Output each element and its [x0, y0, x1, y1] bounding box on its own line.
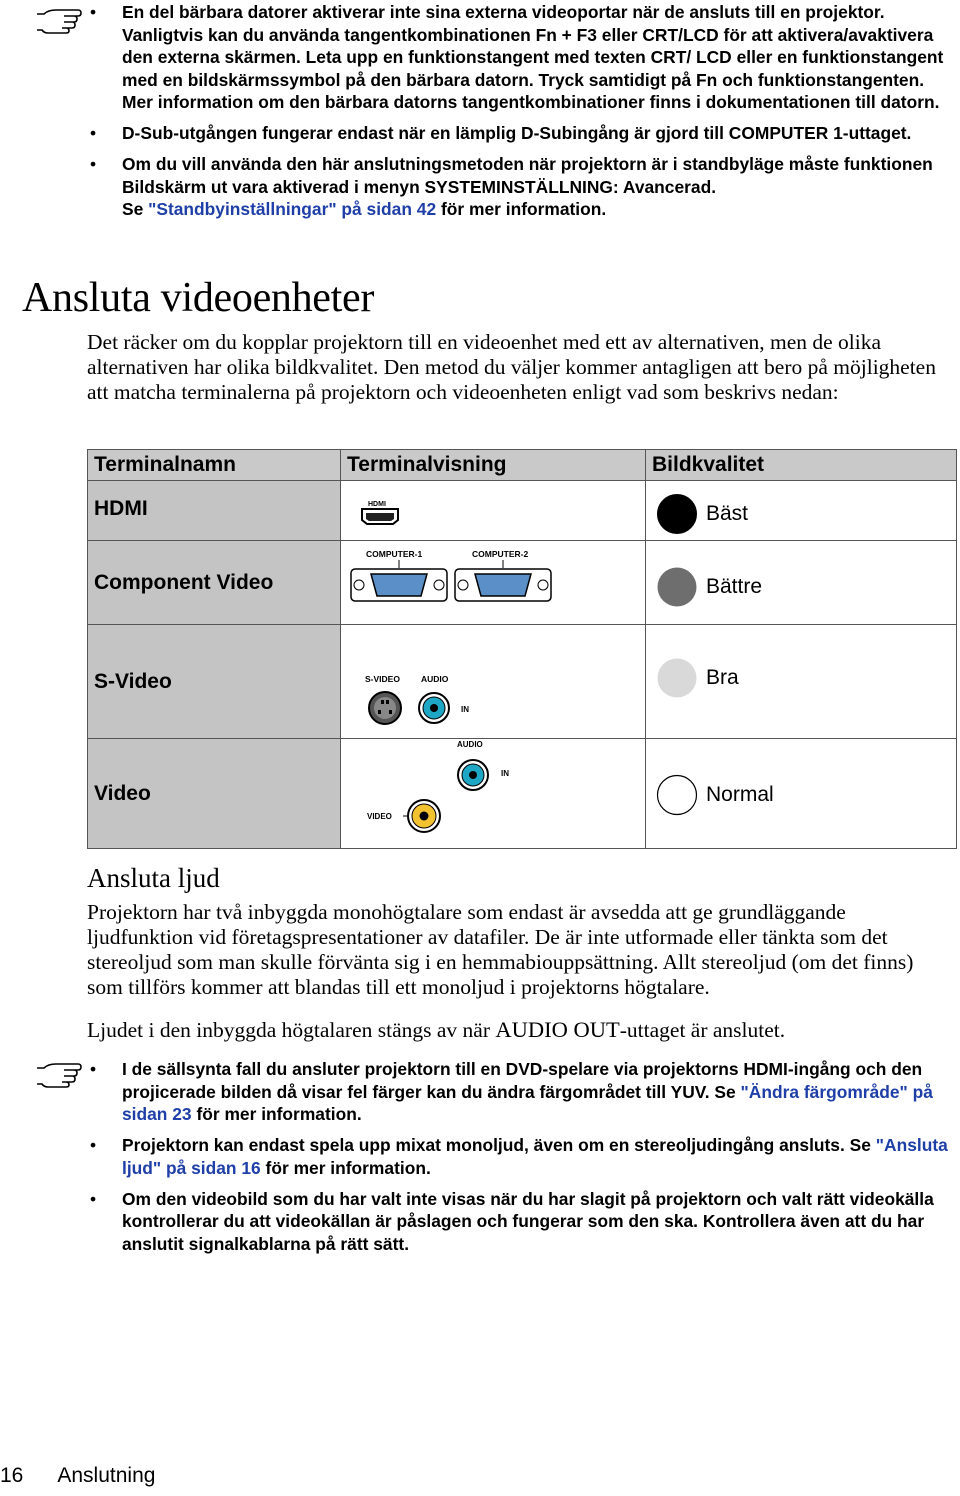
bottom-notes-list — [90, 1058, 954, 1264]
quality-cell — [646, 625, 957, 739]
terminal-name: HDMI — [88, 481, 341, 541]
terminal-view — [341, 625, 646, 739]
col-header: Terminalnamn — [88, 450, 341, 481]
page-footer — [0, 1464, 155, 1488]
audio-out-paragraph — [87, 1017, 952, 1043]
in-label: IN — [501, 768, 509, 778]
computer-1-label: COMPUTER-1 — [366, 548, 423, 559]
table-row — [88, 541, 957, 625]
note-see: Se — [122, 199, 149, 219]
sub-heading: Ansluta ljud — [87, 863, 220, 893]
note-hand-icon — [34, 6, 84, 36]
computer-ports-icon — [341, 542, 639, 624]
table-row — [88, 739, 957, 849]
computer-2-label: COMPUTER-2 — [472, 548, 529, 559]
hdmi-port-icon — [341, 482, 639, 540]
terminal-view — [341, 739, 646, 849]
note-item: • En del bärbara datorer aktiverar inte sina externa videoportar när de ansluts till en projektor. Vanligtvis kan du använda tangentkombinationen Fn + F3 eller CRT/LCD för att aktivera/avaktivera den externa skärmen. Leta upp en funktionstangent med texten CRT/ LCD eller en funktionstangent med en bildskärmssymbol på den bärbara datorn. Tryck samtidigt på Fn och funktionstangenten. Mer information om den bärbara datorns tangentkombinationer finns i dokumentationen till datorn. — [90, 1, 954, 114]
standby-settings-link[interactable]: "Standbyinställningar" på sidan 42 — [148, 199, 437, 219]
page-number: 16 — [0, 1464, 24, 1487]
terminal-name: S-Video — [88, 625, 341, 739]
quality-better-icon — [656, 566, 698, 608]
top-notes-list — [90, 1, 954, 229]
in-label: IN — [461, 704, 469, 714]
quality-cell — [646, 481, 957, 541]
terminal-table — [87, 449, 957, 849]
hdmi-label: HDMI — [368, 500, 386, 508]
audio-out-term: AUDIO OUT — [495, 1017, 620, 1042]
note-item — [90, 1058, 954, 1126]
quality-label: Bäst — [706, 501, 749, 525]
quality-label: Bättre — [706, 574, 763, 598]
video-audio-ports-icon — [341, 740, 639, 848]
col-header: Bildkvalitet — [646, 450, 957, 481]
intro-paragraph: Det räcker om du kopplar projektorn till en videoenhet med ett av alternativen, men de olika alternativen har olika bildkvalitet. Den metod du väljer kommer antagligen att bero på möjligheten att matcha terminalerna på projektorn och videoenheten enligt vad som beskrivs nedan: — [87, 330, 936, 404]
svideo-audio-ports-icon — [341, 626, 639, 738]
text-after: -uttaget är anslutet. — [619, 1018, 786, 1042]
color-range-link[interactable]: "Ändra färgområde" på sidan 23 — [122, 1081, 933, 1124]
note-text: Om du vill använda den här anslutningsmetoden när projektorn är i standbyläge måste funktionen Bildskärm ut vara aktiverad i menyn SYSTEMINSTÄLLNING: Avancerad. — [122, 154, 933, 197]
connect-audio-link[interactable]: "Ansluta ljud" på sidan 16 — [122, 1135, 948, 1178]
table-row — [88, 481, 957, 541]
audio-label: AUDIO — [421, 673, 449, 684]
terminal-view — [341, 541, 646, 625]
note-hand-icon — [34, 1060, 84, 1090]
terminal-name: Component Video — [88, 541, 341, 625]
quality-good-icon — [656, 657, 698, 699]
quality-best-icon — [656, 493, 698, 535]
note-text: Projektorn kan endast spela upp mixat monoljud, även om en stereoljudingång ansluts. Se — [122, 1135, 876, 1155]
note-item: • Om den videobild som du har valt inte visas när du har slagit på projektorn och valt rätt videokälla kontrollerar du att videokällan är påslagen och fungerar som den ska. Kontrollera även att du har anslutit signalkablarna på rätt sätt. — [90, 1188, 954, 1256]
quality-cell — [646, 541, 957, 625]
col-header: Terminalvisning — [341, 450, 646, 481]
note-after: för mer information. — [260, 1157, 431, 1178]
quality-cell — [646, 739, 957, 849]
note-after: för mer information. — [191, 1104, 362, 1124]
note-item — [90, 153, 954, 221]
table-row — [88, 625, 957, 739]
section-name: Anslutning — [57, 1464, 156, 1487]
terminal-name: Video — [88, 739, 341, 849]
note-text: I de sällsynta fall du ansluter projektorn till en DVD-spelare via projektorns HDMI-ingång och den projicerade bilden då visar fel färger kan du ändra färgområdet till YUV. Se — [122, 1059, 923, 1102]
quality-normal-icon — [656, 774, 698, 816]
svideo-label: S-VIDEO — [365, 673, 400, 684]
note-item: • D-Sub-utgången fungerar endast när en lämplig D-Subingång är gjord till COMPUTER 1-uttaget. — [90, 122, 954, 145]
page-heading: Ansluta videoenheter — [22, 275, 375, 321]
table-header-row — [88, 450, 957, 481]
terminal-view — [341, 481, 646, 541]
quality-label: Bra — [706, 665, 739, 689]
video-label: VIDEO — [367, 811, 392, 821]
quality-label: Normal — [706, 782, 774, 806]
text-before: Ljudet i den inbyggda högtalaren stängs av när — [87, 1018, 496, 1042]
note-after: för mer information. — [436, 199, 607, 219]
audio-label: AUDIO — [457, 739, 483, 749]
audio-paragraph: Projektorn har två inbyggda monohögtalare som endast är avsedda att ge grundläggande ljudfunktion vid företagspresentationer av datafiler. De är inte utformade eller tänkta som det stereoljud som man skulle förvänta sig i en hemmabiouppsättning. Allt stereoljud (om det finns) som tillförs kommer att blandas till ett monoljud i projektorns högtalare. — [87, 900, 914, 999]
note-item — [90, 1134, 954, 1179]
